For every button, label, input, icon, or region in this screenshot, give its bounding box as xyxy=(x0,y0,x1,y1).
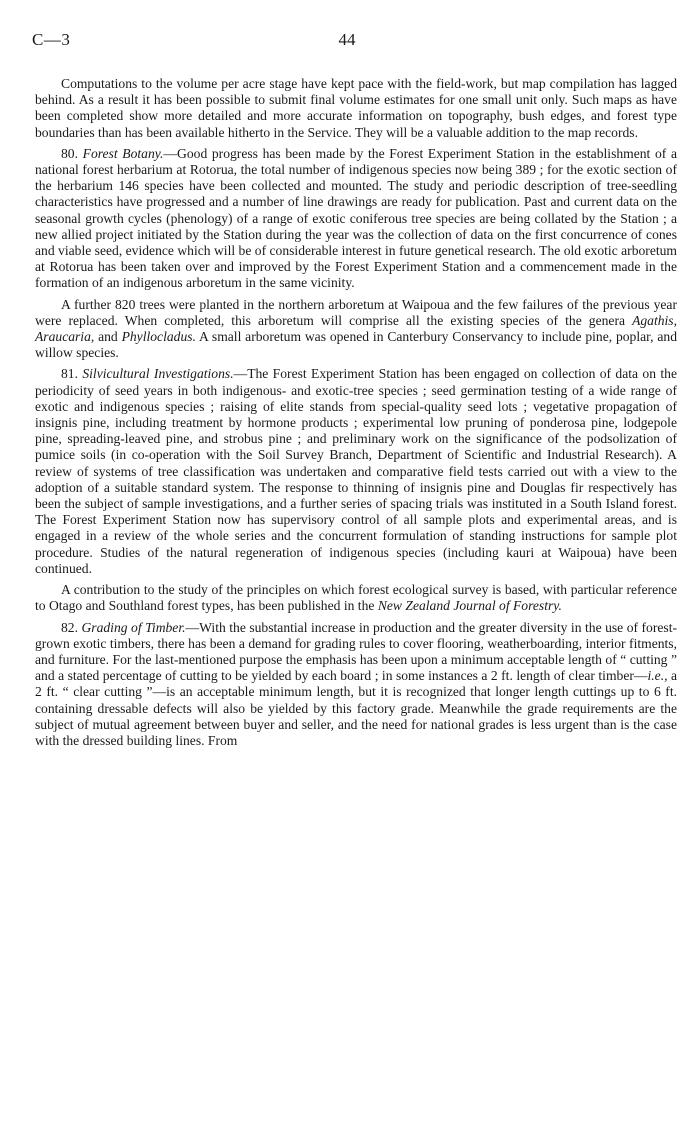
paragraph-forest-botany xyxy=(35,146,677,292)
paragraph-ecological-survey xyxy=(35,582,677,614)
paragraph-arboretum xyxy=(35,297,677,362)
page-number: 44 xyxy=(338,30,356,49)
section-number: 82. xyxy=(61,619,82,635)
paragraph-grading-of-timber xyxy=(35,620,677,750)
paragraph-map-compilation xyxy=(35,76,677,141)
text-run: —Good progress has been made by the Forest Experiment Station in the establishment of a national forest herbarium at Rotorua, the total number of indigenous species now being 389 ; for the exotic section of the herbarium 146 species have been collected and mounted. The study and periodic description of tree-seedling characteristics have progressed and a number of line drawings are ready for publication. Past and current data on the seasonal growth cycles (phenology) of a range of exotic coniferous tree species are being collated by the Station ; a new allied project initiated by the Station during the year was the collection of data on the first concurrence of cones and viable seed, evidence which will be of considerable interest in future genetical research. The old exotic arboretum at Rotorua has been taken over and improved by the Forest Experiment Station and a commencement made in the formation of an indigenous arboretum in the same vicinity. xyxy=(35,145,677,291)
text-run: A further 820 trees were planted in the northern arboretum at Waipoua and the few failures of the previous year were replaced. When completed, this arboretum will comprise all the existing species of the genera xyxy=(35,296,677,328)
section-heading: Silvicultural Investigations. xyxy=(82,366,234,382)
text-run: and xyxy=(94,329,122,345)
genus-names: Agathis, Araucaria, xyxy=(35,312,677,345)
section-number: 80. xyxy=(61,145,83,161)
text-run: —The Forest Experiment Station has been engaged on collection of data on the periodicity of seed years in both indigenous- and exotic-tree species ; seed germination testing of a wide range of exotic and indigenous species ; raising of elite stands from special-quality seed lots ; vegetative propagation of insignis pine, including treatment by hormone products ; experimental low pruning of ponderosa pine, lodgepole pine, spreading-leaved pine, and strobus pine ; and preliminary work on the significance of the podsolization of pumice soils (in co-operation with the Soil Survey Branch, Department of Scientific and Industrial Research). A review of systems of tree classification was undertaken and comparative field tests carried out with a view to the adoption of a suitable standard system. The response to thinning of insignis pine and Douglas fir respectively has been the subject of sample investigations, and a further series of spacing trials was instituted in a South Island forest. The Forest Experiment Station now has supervisory control of all sample plots and experimental areas, and is engaged in a review of the whole series and the concurrent formulation of standing instructions for sample plot procedure. Studies of the natural regeneration of indigenous species (including kauri at Waipoua) have been continued. xyxy=(35,366,677,576)
text-run: —With the substantial increase in production and the greater diversity in the use of forest-grown exotic timbers, there has been a demand for grading rules to cover flooring, weatherboarding, interior fitments, and furniture. For the last-mentioned purpose the emphasis has been upon a minimum acceptable length of “ cutting ” and a stated percentage of cutting to be yielded by each board ; in some instances a 2 ft. length of clear timber— xyxy=(35,619,677,684)
body-text xyxy=(35,76,677,754)
section-heading: Forest Botany. xyxy=(82,145,164,161)
journal-title: New Zealand Journal of Forestry. xyxy=(377,598,562,614)
text-run: Computations to the volume per acre stage have kept pace with the field-work, but map compilation has lagged behind. As a result it has been possible to submit final volume estimates for one small unit only. Such maps as have been completed show more detailed and more accurate information on topography, bush edges, and forest type boundaries than has been available hitherto in the Service. They will be a valuable addition to the map records. xyxy=(35,76,677,140)
page-header xyxy=(32,30,662,50)
text-run: a 2 ft. “ clear cutting ”—is an acceptable minimum length, but it is recognized that longer length cuttings up to 6 ft. containing dressable defects will also be yielded by this factory grade. Meanwhile the grade requirements are the subject of mutual agreement between buyer and seller, and the need for national grades is less urgent than is the case with the dressed building lines. From xyxy=(35,668,677,748)
section-number: 81. xyxy=(61,366,83,382)
text-run: A contribution to the study of the principles on which forest ecological survey is based, with particular reference to Otago and Southland forest types, has been published in the xyxy=(35,582,677,614)
genus-name: Phyllocladus. xyxy=(121,329,196,345)
text-run: A small arboretum was opened in Canterbury Conservancy to include pine, poplar, and willow species. xyxy=(35,329,677,361)
abbreviation: i.e., xyxy=(647,668,668,684)
paragraph-silvicultural-investigations xyxy=(35,366,677,577)
section-heading: Grading of Timber. xyxy=(81,619,186,635)
document-reference: C—3 xyxy=(32,30,71,49)
